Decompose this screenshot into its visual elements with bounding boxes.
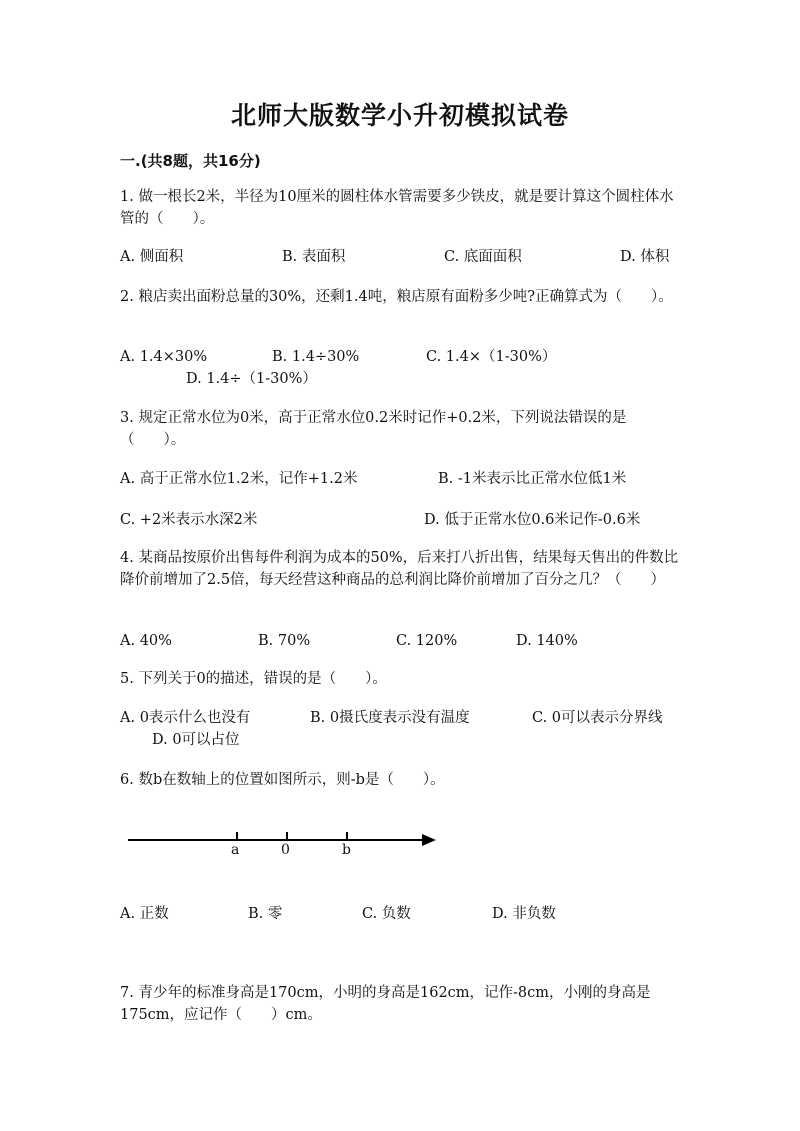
q4-option-a[interactable]: A. 40% [120, 633, 172, 649]
q1-option-b[interactable]: B. 表面积 [282, 249, 346, 265]
question-7: 7. 青少年的标准身高是170cm，小明的身高是162cm，记作-8cm，小刚的身高是175cm，应记作（ ）cm。 [120, 985, 651, 1023]
q3-option-b[interactable]: B. -1米表示比正常水位低1米 [438, 471, 627, 487]
q6-option-d[interactable]: D. 非负数 [492, 906, 556, 922]
q4-option-b[interactable]: B. 70% [258, 633, 311, 649]
question-4: 4. 某商品按原价出售每件利润为成本的50%，后来打八折出售，结果每天售出的件数比降价前增加了2.5倍，每天经营这种商品的总利润比降价前增加了百分之几？（ ） [120, 550, 679, 588]
q4-option-d[interactable]: D. 140% [516, 633, 578, 649]
q1-option-d[interactable]: D. 体积 [620, 249, 670, 265]
tick-label-a: a [231, 842, 240, 858]
q2-option-a[interactable]: A. 1.4×30% [120, 349, 208, 365]
number-line-figure [120, 818, 450, 868]
q6-option-c[interactable]: C. 负数 [362, 906, 411, 922]
q2-option-d[interactable]: D. 1.4÷（1-30%） [186, 371, 317, 387]
section-heading: 一.(共8题，共16分) [120, 152, 261, 170]
q3-option-c[interactable]: C. +2米表示水深2米 [120, 512, 258, 528]
q5-option-c[interactable]: C. 0可以表示分界线 [532, 710, 663, 726]
q2-option-c[interactable]: C. 1.4×（1-30%） [426, 349, 557, 365]
q5-option-b[interactable]: B. 0摄氏度表示没有温度 [310, 710, 470, 726]
q5-option-d[interactable]: D. 0可以占位 [152, 732, 240, 748]
q4-option-c[interactable]: C. 120% [396, 633, 458, 649]
q3-option-a[interactable]: A. 高于正常水位1.2米，记作+1.2米 [120, 471, 358, 487]
q1-option-a[interactable]: A. 侧面积 [120, 249, 184, 265]
q6-option-b[interactable]: B. 零 [248, 906, 283, 922]
question-1: 1. 做一根长2米，半径为10厘米的圆柱体水管需要多少铁皮，就是要计算这个圆柱体水管的（ ）。 [120, 189, 674, 227]
question-2: 2. 粮店卖出面粉总量的30%，还剩1.4吨，粮店原有面粉多少吨?正确算式为（ ）。 [120, 289, 673, 305]
q3-option-d[interactable]: D. 低于正常水位0.6米记作-0.6米 [424, 512, 641, 528]
question-3: 3. 规定正常水位为0米，高于正常水位0.2米时记作+0.2米，下列说法错误的是（ ）。 [120, 410, 627, 448]
q6-option-a[interactable]: A. 正数 [120, 906, 169, 922]
question-5: 5. 下列关于0的描述，错误的是（ ）。 [120, 671, 387, 687]
number-line-arrow [422, 834, 436, 846]
q2-option-b[interactable]: B. 1.4÷30% [272, 349, 360, 365]
tick-label-b: b [342, 842, 351, 858]
page-title: 北师大版数学小升初模拟试卷 [230, 101, 569, 130]
q1-option-c[interactable]: C. 底面面积 [444, 249, 522, 265]
tick-label-zero: 0 [281, 842, 290, 858]
q5-option-a[interactable]: A. 0表示什么也没有 [120, 710, 251, 726]
question-6: 6. 数b在数轴上的位置如图所示，则-b是（ ）。 [120, 772, 445, 788]
